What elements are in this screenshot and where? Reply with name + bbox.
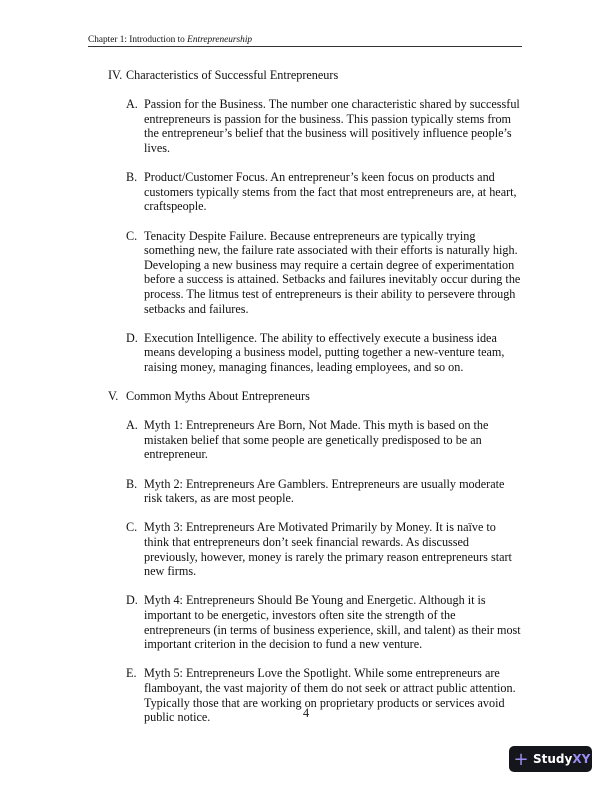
document-body bbox=[108, 68, 522, 725]
item-text: Myth 1: Entrepreneurs Are Born, Not Made. This myth is based on the mistaken belief that some people are genetically predisposed to be an entrepreneur. bbox=[144, 418, 489, 462]
list-item bbox=[126, 477, 522, 506]
plus-icon: + bbox=[513, 748, 529, 770]
list-item bbox=[126, 593, 522, 651]
item-letter: C. bbox=[126, 520, 138, 535]
header-text: Chapter 1: Introduction to bbox=[88, 35, 188, 45]
item-text: Myth 5: Entrepreneurs Love the Spotlight. While some entrepreneurs are flamboyant, the vast majority of them do not seek or attract public attention. Typically those that are working on proprietary products or services avoid public notice. bbox=[144, 666, 516, 725]
header-italic: Entrepreneurship bbox=[187, 35, 253, 45]
item-text: Execution Intelligence. The ability to effectively execute a business idea means developing a business model, putting together a new-venture team, raising money, managing finances, leading employees, and so on. bbox=[144, 330, 505, 374]
item-text: Myth 3: Entrepreneurs Are Motivated Primarily by Money. It is naïve to think that entrepreneurs don’t seek financial rewards. As discussed previously, however, money is rarely the primary reason entrepreneurs start new firms. bbox=[144, 520, 512, 579]
list-item bbox=[126, 520, 522, 578]
section-heading bbox=[108, 68, 522, 83]
item-text: Product/Customer Focus. An entrepreneur’s keen focus on products and customers typically stems from the fact that most entrepreneurs are, at heart, craftspeople. bbox=[144, 170, 517, 214]
studyxy-logo[interactable] bbox=[509, 746, 592, 772]
item-text: Tenacity Despite Failure. Because entrepreneurs are typically trying something new, the failure rate associated with their efforts is naturally high. Developing a new business may require a certain degree of experimentation before a success is attained. Setbacks and failures inevitably occur during the process. The litmus test of entrepreneurs is their ability to persevere through setbacks and failures. bbox=[144, 228, 521, 316]
section-number: V. bbox=[108, 389, 119, 404]
running-header bbox=[88, 35, 522, 47]
item-letter: E. bbox=[126, 666, 137, 681]
logo-text-accent: XY bbox=[572, 752, 591, 766]
item-letter: D. bbox=[126, 330, 138, 345]
section-title: Characteristics of Successful Entrepreneurs bbox=[126, 68, 339, 82]
logo-text: Study bbox=[533, 752, 573, 766]
item-text: Passion for the Business. The number one characteristic shared by successful entrepreneurs is passion for the business. This passion typically stems from the entrepreneur’s belief that the business will positively influence people’s lives. bbox=[144, 97, 520, 155]
item-text: Myth 4: Entrepreneurs Should Be Young and Energetic. Although it is important to be energetic, investors often site the strength of the entrepreneurs (in terms of business experience, skill, and talent) as their most important criterion in the decision to fund a new venture. bbox=[144, 593, 521, 652]
item-letter: C. bbox=[126, 228, 138, 243]
list-item bbox=[126, 418, 522, 462]
page-number: 4 bbox=[302, 706, 310, 720]
item-letter: B. bbox=[126, 170, 138, 185]
section-heading bbox=[108, 389, 522, 404]
item-letter: D. bbox=[126, 593, 138, 608]
item-letter: B. bbox=[126, 476, 138, 491]
list-item bbox=[126, 229, 522, 317]
section-number: IV. bbox=[108, 68, 123, 82]
list-item bbox=[126, 97, 522, 155]
item-text: Myth 2: Entrepreneurs Are Gamblers. Entrepreneurs are usually moderate risk takers, as are most people. bbox=[144, 476, 505, 506]
item-letter: A. bbox=[126, 418, 138, 433]
list-item bbox=[126, 331, 522, 375]
item-letter: A. bbox=[126, 97, 138, 112]
list-item bbox=[126, 170, 522, 214]
section-title: Common Myths About Entrepreneurs bbox=[126, 389, 310, 404]
